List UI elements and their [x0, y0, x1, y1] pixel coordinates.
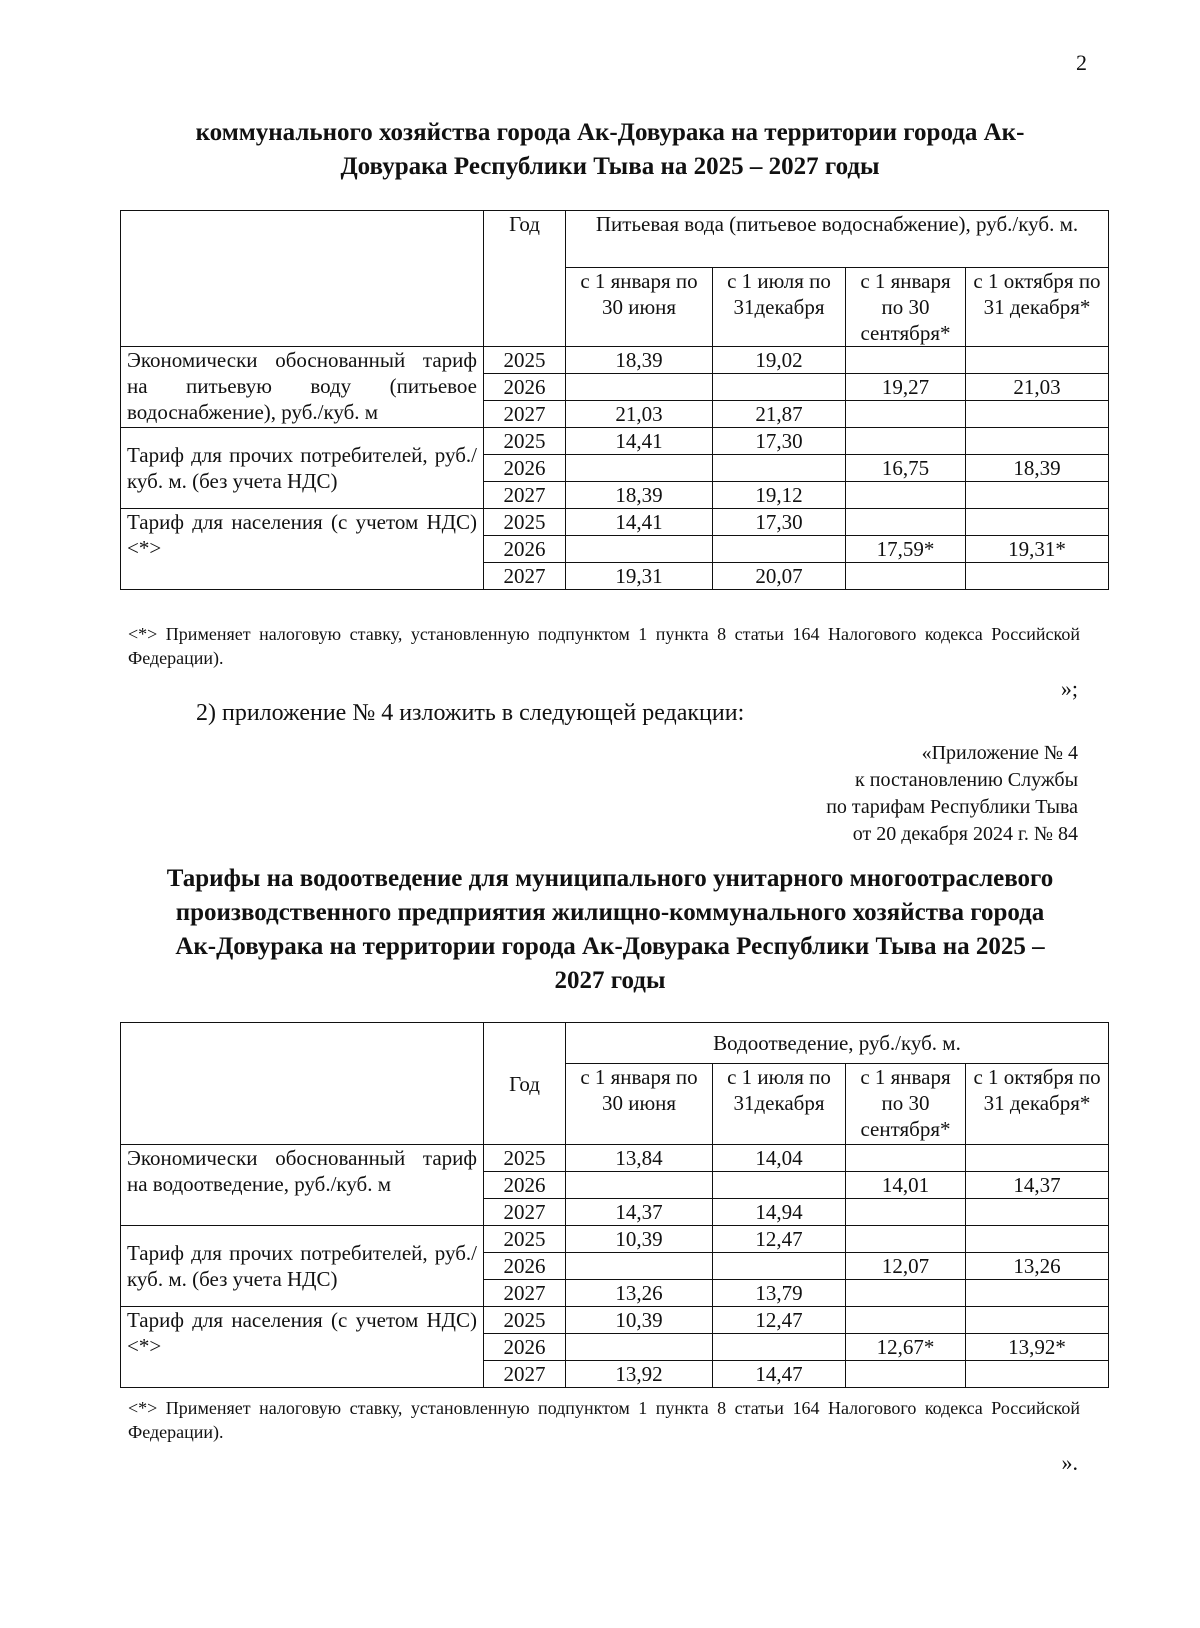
appendix-line: к постановлению Службы [855, 769, 1078, 791]
value-cell: 14,04 [713, 1145, 846, 1172]
year-cell: 2025 [484, 1307, 566, 1334]
value-cell [846, 401, 966, 428]
value-cell: 21,03 [566, 401, 713, 428]
period-header: с 1 октября по 31 декабря* [966, 268, 1109, 347]
value-cell: 14,47 [713, 1361, 846, 1388]
group-header: Питьевая вода (питьевое водоснабжение), руб./куб. м. [566, 211, 1109, 268]
table-row [121, 1145, 1109, 1172]
title-line: производственного предприятия жилищно-коммунального хозяйства города [175, 899, 1045, 926]
value-cell: 19,31 [566, 563, 713, 590]
value-cell [846, 428, 966, 455]
value-cell: 19,31* [966, 536, 1109, 563]
value-cell: 14,37 [966, 1172, 1109, 1199]
value-cell [846, 482, 966, 509]
year-cell: 2025 [484, 1226, 566, 1253]
value-cell [566, 536, 713, 563]
closing-quote: »; [1060, 676, 1078, 701]
value-cell [846, 563, 966, 590]
empty-header-cell [121, 1023, 484, 1145]
row-group-label: Тариф для населения (с учетом НДС) <*> [121, 1307, 484, 1388]
year-cell: 2026 [484, 374, 566, 401]
value-cell: 13,92 [566, 1361, 713, 1388]
value-cell [846, 509, 966, 536]
empty-header-cell [121, 211, 484, 347]
water-supply-table-title [110, 116, 1110, 184]
year-cell: 2027 [484, 482, 566, 509]
year-cell: 2025 [484, 347, 566, 374]
value-cell: 12,07 [846, 1253, 966, 1280]
value-cell [846, 347, 966, 374]
row-group-label: Тариф для прочих потребителей, руб./куб. м. (без учета НДС) [121, 1226, 484, 1307]
year-cell: 2027 [484, 401, 566, 428]
value-cell [966, 509, 1109, 536]
period-header: с 1 октября по 31 декабря* [966, 1064, 1109, 1145]
value-cell [966, 1280, 1109, 1307]
value-cell [713, 1253, 846, 1280]
value-cell [566, 1172, 713, 1199]
period-header: с 1 июля по 31декабря [713, 268, 846, 347]
period-header: с 1 января по 30 сентября* [846, 268, 966, 347]
period-header: с 1 января по 30 сентября* [846, 1064, 966, 1145]
title-line: коммунального хозяйства города Ак-Довурака на территории города Ак- [195, 119, 1025, 146]
row-group-label: Экономически обоснованный тариф на питьевую воду (питьевое водоснабжение), руб./куб. м [121, 347, 484, 428]
value-cell: 19,12 [713, 482, 846, 509]
value-cell [846, 1361, 966, 1388]
appendix-line: по тарифам Республики Тыва [826, 796, 1078, 818]
year-cell: 2026 [484, 536, 566, 563]
value-cell [966, 1199, 1109, 1226]
table-row [121, 347, 1109, 374]
year-cell: 2027 [484, 1199, 566, 1226]
value-cell: 10,39 [566, 1307, 713, 1334]
group-header: Водоотведение, руб./куб. м. [566, 1023, 1109, 1064]
amendment-instruction: 2) приложение № 4 изложить в следующей редакции: [196, 700, 745, 726]
year-cell: 2025 [484, 1145, 566, 1172]
year-header: Год [484, 1023, 566, 1145]
page-number: 2 [1076, 50, 1087, 75]
value-cell: 19,02 [713, 347, 846, 374]
appendix-line: от 20 декабря 2024 г. № 84 [852, 823, 1078, 845]
value-cell [966, 1145, 1109, 1172]
period-header: с 1 января по 30 июня [566, 1064, 713, 1145]
year-cell: 2027 [484, 563, 566, 590]
year-cell: 2025 [484, 428, 566, 455]
value-cell: 14,41 [566, 428, 713, 455]
footnote: <*> Применяет налоговую ставку, установленную подпунктом 1 пункта 8 статьи 164 Налогового кодекса Российской Федерации). [128, 624, 1080, 668]
value-cell [966, 482, 1109, 509]
row-group-label: Экономически обоснованный тариф на водоотведение, руб./куб. м [121, 1145, 484, 1226]
value-cell [846, 1280, 966, 1307]
value-cell [713, 1172, 846, 1199]
period-header: с 1 июля по 31декабря [713, 1064, 846, 1145]
value-cell: 18,39 [566, 347, 713, 374]
value-cell: 13,26 [966, 1253, 1109, 1280]
value-cell: 18,39 [566, 482, 713, 509]
title-line: Тарифы на водоотведение для муниципального унитарного многоотраслевого [166, 865, 1054, 892]
value-cell [566, 455, 713, 482]
value-cell [846, 1226, 966, 1253]
year-cell: 2026 [484, 1253, 566, 1280]
water-supply-tariff-table [120, 210, 1109, 590]
value-cell: 12,47 [713, 1307, 846, 1334]
value-cell: 16,75 [846, 455, 966, 482]
value-cell: 17,59* [846, 536, 966, 563]
value-cell: 12,67* [846, 1334, 966, 1361]
year-cell: 2026 [484, 1172, 566, 1199]
value-cell [846, 1199, 966, 1226]
value-cell [566, 374, 713, 401]
value-cell: 21,03 [966, 374, 1109, 401]
closing-quote: ». [1061, 1450, 1078, 1475]
table-row [121, 428, 1109, 455]
value-cell: 14,37 [566, 1199, 713, 1226]
footnote: <*> Применяет налоговую ставку, установленную подпунктом 1 пункта 8 статьи 164 Налогового кодекса Российской Федерации). [128, 1398, 1080, 1442]
title-line: 2027 годы [554, 967, 666, 994]
row-group-label: Тариф для прочих потребителей, руб./куб. м. (без учета НДС) [121, 428, 484, 509]
title-line: Ак-Довурака на территории города Ак-Довурака Республики Тыва на 2025 – [175, 933, 1045, 960]
value-cell: 19,27 [846, 374, 966, 401]
appendix-reference [826, 740, 1078, 848]
value-cell [966, 401, 1109, 428]
value-cell [846, 1307, 966, 1334]
value-cell: 12,47 [713, 1226, 846, 1253]
year-cell: 2027 [484, 1361, 566, 1388]
value-cell: 14,01 [846, 1172, 966, 1199]
value-cell: 13,79 [713, 1280, 846, 1307]
year-header: Год [484, 211, 566, 347]
value-cell: 13,84 [566, 1145, 713, 1172]
value-cell: 14,94 [713, 1199, 846, 1226]
table-row [121, 1307, 1109, 1334]
value-cell [846, 1145, 966, 1172]
period-header: с 1 января по 30 июня [566, 268, 713, 347]
value-cell [966, 1226, 1109, 1253]
value-cell [713, 536, 846, 563]
year-cell: 2027 [484, 1280, 566, 1307]
value-cell [566, 1253, 713, 1280]
value-cell [966, 428, 1109, 455]
value-cell: 14,41 [566, 509, 713, 536]
value-cell [966, 563, 1109, 590]
year-cell: 2025 [484, 509, 566, 536]
value-cell: 17,30 [713, 509, 846, 536]
value-cell [966, 347, 1109, 374]
value-cell: 20,07 [713, 563, 846, 590]
value-cell: 10,39 [566, 1226, 713, 1253]
title-line: Довурака Республики Тыва на 2025 – 2027 годы [340, 153, 880, 180]
year-cell: 2026 [484, 455, 566, 482]
value-cell [566, 1334, 713, 1361]
value-cell: 17,30 [713, 428, 846, 455]
table-row [121, 1226, 1109, 1253]
value-cell: 13,26 [566, 1280, 713, 1307]
row-group-label: Тариф для населения (с учетом НДС) <*> [121, 509, 484, 590]
value-cell [966, 1361, 1109, 1388]
value-cell [966, 1307, 1109, 1334]
sewerage-table-title [110, 862, 1110, 998]
value-cell: 18,39 [966, 455, 1109, 482]
sewerage-tariff-table [120, 1022, 1109, 1388]
value-cell [713, 374, 846, 401]
value-cell: 21,87 [713, 401, 846, 428]
value-cell [713, 455, 846, 482]
value-cell [713, 1334, 846, 1361]
value-cell: 13,92* [966, 1334, 1109, 1361]
year-cell: 2026 [484, 1334, 566, 1361]
table-row [121, 509, 1109, 536]
appendix-line: «Приложение № 4 [921, 742, 1078, 764]
